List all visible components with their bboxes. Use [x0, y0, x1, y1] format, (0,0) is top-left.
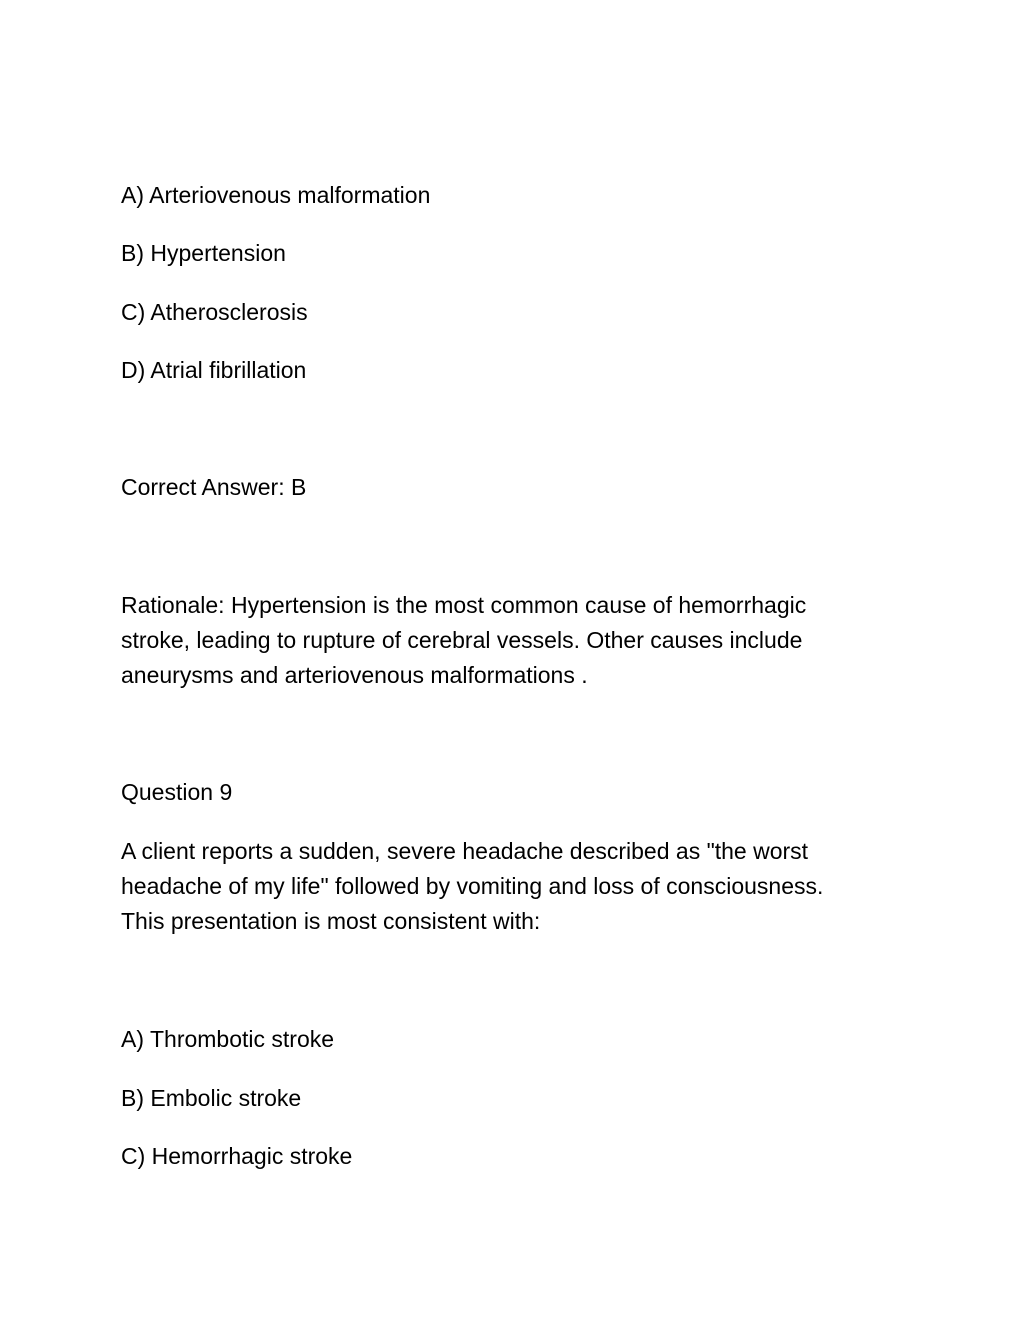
option-a: A) Arteriovenous malformation	[121, 182, 431, 208]
option-d: D) Atrial fibrillation	[121, 357, 307, 383]
question-stem: A client reports a sudden, severe headache described as "the worst headache of my life" followed by vomiting and loss of consciousness. This presentation is most consistent with:	[121, 838, 824, 934]
correct-answer: Correct Answer: B	[121, 474, 307, 500]
question-option-c: C) Hemorrhagic stroke	[121, 1143, 353, 1169]
option-b: B) Hypertension	[121, 240, 286, 266]
question-option-b: B) Embolic stroke	[121, 1085, 302, 1111]
rationale-text: Rationale: Hypertension is the most common cause of hemorrhagic stroke, leading to rupture of cerebral vessels. Other causes include aneurysms and arteriovenous malformations .	[121, 592, 807, 688]
option-c: C) Atherosclerosis	[121, 299, 308, 325]
question-option-a: A) Thrombotic stroke	[121, 1026, 335, 1052]
question-heading: Question 9	[121, 779, 233, 805]
